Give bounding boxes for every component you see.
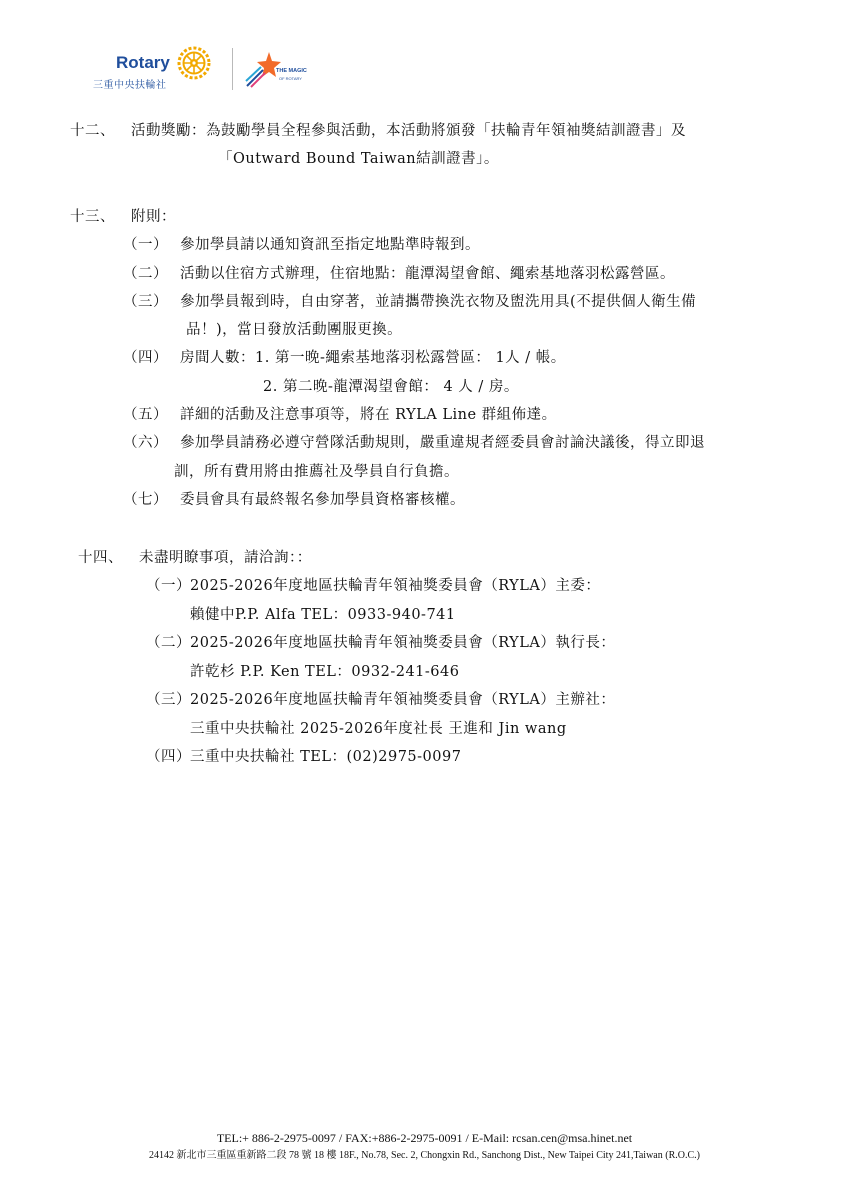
section-12-number: 十二、 <box>70 123 115 139</box>
contact-item-marker: （一） <box>146 578 191 594</box>
section-13-item-text: 參加學員請務必遵守營隊活動規則，嚴重違規者經委員會討論決議後，得立即退 <box>180 435 705 451</box>
section-13-item-marker: （五） <box>123 407 168 423</box>
logo-divider <box>232 48 233 90</box>
section-13-item-text-cont: 訓，所有費用將由推薦社及學員自行負擔。 <box>174 464 459 480</box>
section-13-item-marker: （七） <box>123 492 168 508</box>
section-13-item-text: 活動以住宿方式辦理，住宿地點：龍潭渴望會館、繩索基地落羽松露營區。 <box>180 266 675 282</box>
section-14-number: 十四、 <box>78 550 123 566</box>
section-13-item-text: 委員會具有最終報名參加學員資格審核權。 <box>180 492 465 508</box>
footer-contact-line: TEL:+ 886-2-2975-0097 / FAX:+886-2-2975-0091 / E-Mail: rcsan.cen@msa.hinet.net <box>216 1131 633 1145</box>
contact-item-marker: （四） <box>146 749 191 765</box>
magic-logo-subtitle: OF ROTARY <box>279 76 302 81</box>
contact-item-role: 2025-2026年度地區扶輪青年領袖獎委員會（RYLA）主辦社： <box>190 692 616 708</box>
section-13-item-text: 參加學員報到時，自由穿著，並請攜帶換洗衣物及盥洗用具(不提供個人衛生備 <box>180 294 697 310</box>
section-13-number: 十三、 <box>70 209 115 225</box>
section-13-item-marker: （一） <box>123 237 168 253</box>
contact-item-marker: （三） <box>146 692 191 708</box>
section-13-item-text: 詳細的活動及注意事項等，將在 RYLA Line 群組佈達。 <box>180 407 557 423</box>
contact-item-role: 三重中央扶輪社 TEL：(02)2975-0097 <box>190 749 462 765</box>
section-13-item-marker: （二） <box>123 266 168 282</box>
section-13-title: 附則： <box>131 209 176 225</box>
magic-logo-title: THE MAGIC <box>276 68 307 74</box>
section-13-item-text: 房間人數：1. 第一晚-繩索基地落羽松露營區： 1人 / 帳。 <box>180 350 566 366</box>
section-12-line-1: 活動獎勵：為鼓勵學員全程參與活動，本活動將頒發「扶輪青年領袖獎結訓證書」及 <box>131 123 686 139</box>
section-13-item-marker: （三） <box>123 294 168 310</box>
contact-item-person: 賴健中P.P. Alfa TEL：0933-940-741 <box>190 607 456 623</box>
section-13-item-text-cont: 2. 第二晚-龍潭渴望會館： 4 人 / 房。 <box>263 379 519 395</box>
rotary-wheel-icon <box>176 45 212 81</box>
contact-item-marker: （二） <box>146 635 191 651</box>
section-13-item-text: 參加學員請以通知資訊至指定地點準時報到。 <box>180 237 480 253</box>
section-13-item-text-cont: 品！)，當日發放活動團服更換。 <box>186 322 403 338</box>
contact-item-person: 許乾杉 P.P. Ken TEL：0932-241-646 <box>190 664 460 680</box>
section-12-line-2: 「Outward Bound Taiwan結訓證書」。 <box>218 151 499 167</box>
contact-item-role: 2025-2026年度地區扶輪青年領袖獎委員會（RYLA）執行長： <box>190 635 616 651</box>
club-name: 三重中央扶輪社 <box>93 80 167 91</box>
footer-address-line: 24142 新北市三重區重新路二段 78 號 18 樓 18F., No.78, Sec. 2, Chongxin Rd., Sanchong Dist., New Taipei City 241,Taiwan (R.O.C.) <box>149 1150 700 1161</box>
section-13-item-marker: （四） <box>123 350 168 366</box>
contact-item-role: 2025-2026年度地區扶輪青年領袖獎委員會（RYLA）主委： <box>190 578 601 594</box>
contact-item-person: 三重中央扶輪社 2025-2026年度社長 王進和 Jin wang <box>190 721 567 737</box>
section-13-item-marker: （六） <box>123 435 168 451</box>
rotary-wordmark: Rotary <box>116 53 170 72</box>
section-14-title: 未盡明瞭事項，請洽詢：： <box>139 550 312 566</box>
